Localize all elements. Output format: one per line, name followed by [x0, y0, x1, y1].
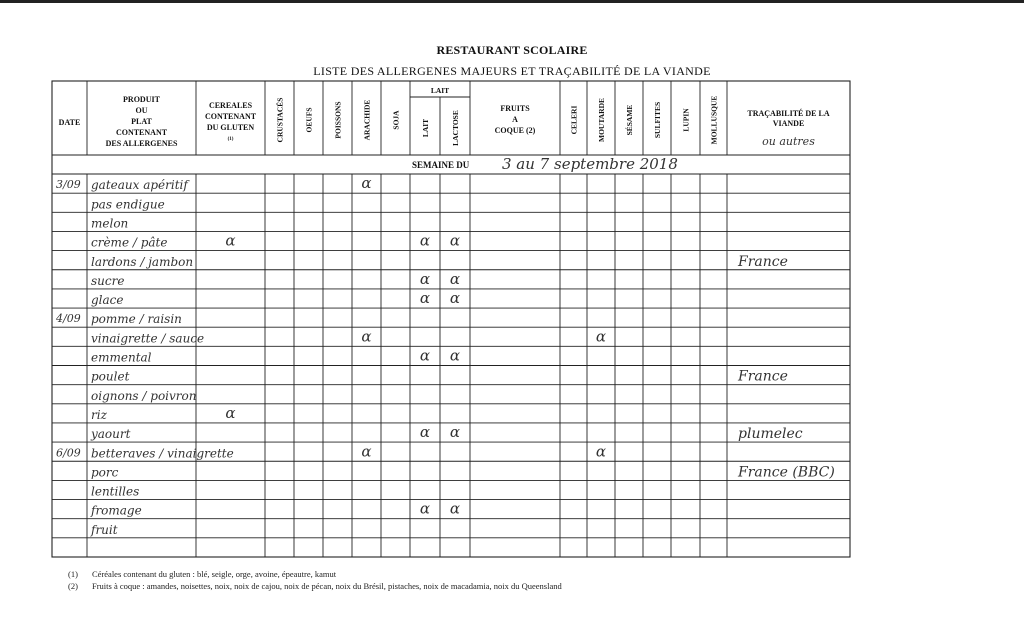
- row-product: poulet: [91, 369, 130, 384]
- row-product: oignons / poivron: [91, 388, 197, 403]
- header-crustaces: CRUSTACÉS: [275, 97, 285, 143]
- header-poissons: POISSONS: [333, 101, 343, 139]
- row-tracabilite: plumelec: [738, 426, 803, 443]
- row-product: sucre: [91, 273, 125, 288]
- header-lait: LAIT: [421, 118, 430, 138]
- row-product: pomme / raisin: [91, 312, 182, 327]
- header-fruits: FRUITS: [500, 104, 530, 113]
- allergen-mark: α: [449, 499, 461, 518]
- allergen-mark: α: [449, 423, 461, 442]
- page-title: RESTAURANT SCOLAIRE: [436, 43, 588, 57]
- header-produit: PRODUIT: [123, 95, 160, 104]
- week-value: 3 au 7 septembre 2018: [502, 155, 678, 173]
- header-celeri: CELERI: [569, 105, 579, 135]
- row-product: crème / pâte: [91, 235, 168, 250]
- row-tracabilite: France: [738, 368, 788, 385]
- row-product: lardons / jambon: [91, 254, 194, 269]
- row-product: gateaux apéritif: [91, 178, 188, 193]
- allergen-mark: α: [361, 442, 372, 461]
- header-produit: CONTENANT: [115, 128, 168, 137]
- footnote-1: [68, 569, 336, 579]
- page-subtitle: LISTE DES ALLERGENES MAJEURS ET TRAÇABILITÉ DE LA VIANDE: [313, 64, 711, 78]
- allergen-mark: α: [449, 269, 461, 288]
- allergen-mark: α: [419, 423, 431, 442]
- allergen-mark: α: [419, 289, 431, 308]
- header-oeufs: OEUFS: [304, 107, 314, 133]
- allergen-mark: α: [419, 231, 431, 250]
- row-product: yaourt: [91, 427, 131, 442]
- header-arachide: ARACHIDE: [362, 99, 372, 141]
- header-produit: PLAT: [131, 117, 152, 126]
- row-tracabilite: France (BBC): [738, 464, 835, 481]
- row-date: 3/09: [56, 178, 81, 192]
- allergen-mark: α: [449, 231, 461, 250]
- header-fruits: A: [512, 115, 518, 124]
- row-product: fromage: [91, 503, 142, 518]
- allergen-mark: α: [449, 346, 461, 365]
- row-product: porc: [91, 465, 119, 480]
- allergen-mark: α: [595, 442, 607, 461]
- header-produit: OU: [135, 106, 148, 115]
- header-cereales: DU GLUTEN: [206, 123, 255, 132]
- footnote-2-text: Fruits à coque : amandes, noisettes, noix, noix de cajou, noix de pécan, noix du Brésil, pistaches, noix de macadamia, noix du Queensland: [92, 581, 562, 591]
- header-tracabilite: TRAÇABILITÉ DE LA: [747, 109, 830, 118]
- header-sesame: SÉSAME: [625, 104, 634, 136]
- header-cereales: CONTENANT: [204, 112, 257, 121]
- header-lait-group: LAIT: [430, 86, 450, 95]
- header-cereales: (1): [227, 137, 234, 142]
- row-product: betteraves / vinaigrette: [91, 446, 234, 461]
- header-sulfites: SULFITES: [653, 101, 662, 139]
- allergen-mark: α: [361, 174, 372, 193]
- header-cereales: CEREALES: [208, 101, 253, 110]
- allergen-mark: α: [225, 231, 236, 250]
- row-date: 6/09: [56, 446, 81, 460]
- week-label: SEMAINE DU: [412, 160, 470, 170]
- tracabilite-note: ou autres: [762, 135, 815, 148]
- footnote-2-number: (2): [68, 581, 78, 591]
- row-product: riz: [91, 407, 107, 422]
- row-tracabilite: France: [738, 253, 788, 270]
- footnote-1-number: (1): [68, 569, 78, 579]
- header-soja: SOJA: [391, 110, 401, 130]
- allergen-mark: α: [595, 327, 607, 346]
- header-tracabilite: VIANDE: [772, 119, 805, 128]
- allergen-mark: α: [419, 499, 431, 518]
- header-fruits: COQUE (2): [494, 126, 536, 135]
- allergen-mark: α: [419, 346, 431, 365]
- footnote-2: [68, 581, 562, 591]
- row-date: 4/09: [56, 312, 81, 326]
- allergen-mark: α: [225, 403, 236, 422]
- allergen-mark: α: [361, 327, 372, 346]
- footnote-1-text: Céréales contenant du gluten : blé, seigle, orge, avoine, épeautre, kamut: [92, 569, 337, 579]
- row-product: pas endigue: [91, 197, 165, 212]
- header-date: DATE: [58, 118, 81, 127]
- row-product: glace: [91, 293, 124, 308]
- row-product: emmental: [91, 350, 152, 365]
- allergen-mark: α: [449, 289, 461, 308]
- header-lactose: LACTOSE: [451, 110, 460, 146]
- header-moutarde: MOUTARDE: [597, 97, 606, 143]
- header-lupin: LUPIN: [681, 108, 691, 132]
- header-produit: DES ALLERGENES: [105, 139, 178, 148]
- row-product: lentilles: [91, 484, 140, 499]
- row-product: melon: [91, 216, 129, 231]
- row-product: vinaigrette / sauce: [91, 331, 205, 346]
- row-product: fruit: [91, 522, 118, 537]
- allergen-mark: α: [419, 269, 431, 288]
- header-mollusque: MOLLUSQUE: [709, 95, 719, 145]
